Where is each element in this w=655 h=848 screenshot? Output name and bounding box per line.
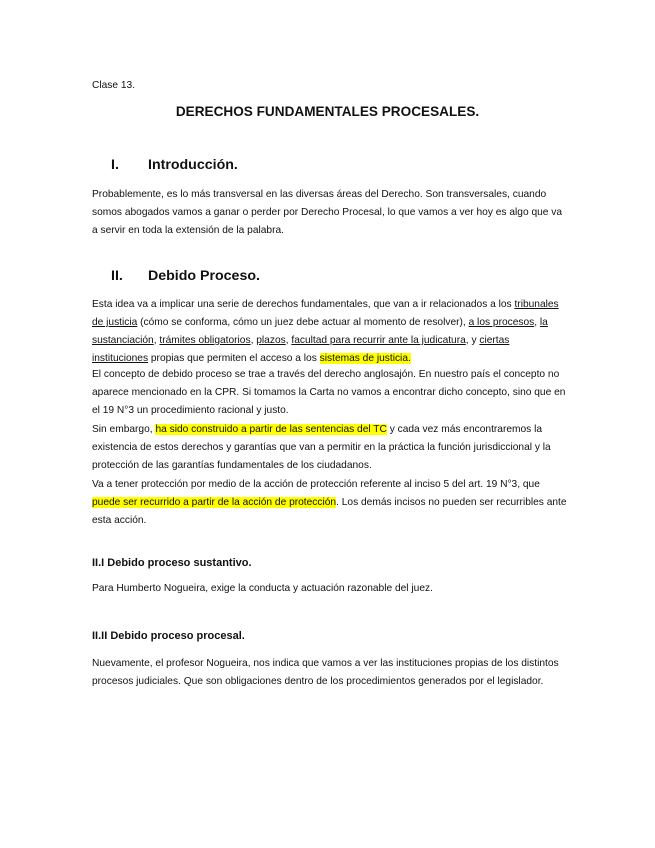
- text-run: ,: [153, 335, 160, 346]
- text-run: . Los demás incisos no pueden ser recurribles ante esta acción.: [92, 497, 567, 526]
- debido-proceso-paragraph-4: [92, 476, 567, 530]
- section-title: Debido Proceso.: [148, 268, 260, 284]
- page-title: DERECHOS FUNDAMENTALES PROCESALES.: [175, 104, 480, 119]
- highlighted-text: ha sido construido a partir de las sentencias del TC: [155, 424, 387, 435]
- text-run: propias que permiten el acceso a los: [148, 353, 320, 364]
- text-run: ,: [534, 317, 540, 328]
- debido-proceso-paragraph-3: [92, 421, 567, 475]
- text-run: Va a tener protección por medio de la acción de protección referente al inciso 5 del art. 19 N°3, que: [92, 479, 540, 490]
- underlined-term: facultad para recurrir ante la judicatura: [291, 335, 466, 346]
- intro-paragraph: Probablemente, es lo más transversal en las diversas áreas del Derecho. Son transversales, cuando somos abogados vamos a ganar o perder por Derecho Procesal, lo que vamos a ver hoy es algo que va a servir en toda la extensión de la palabra.: [92, 189, 563, 236]
- sustantivo-paragraph: Para Humberto Nogueira, exige la conducta y actuación razonable del juez.: [92, 583, 433, 594]
- procesal-paragraph: Nuevamente, el profesor Nogueira, nos indica que vamos a ver las instituciones propias de los distintos procesos judiciales. Que son obligaciones dentro de los procedimientos generados por el legislador.: [92, 658, 559, 687]
- text-run: ,: [285, 335, 292, 346]
- debido-proceso-paragraph-2: El concepto de debido proceso se trae a través del derecho anglosajón. En nuestro país el concepto no aparece mencionado en la CPR. Si tomamos la Carta no vamos a encontrar dicho concepto, sino que en el 19 N°3 un procedimiento racional y justo.: [92, 369, 566, 416]
- section-heading-debido-proceso: [111, 268, 260, 284]
- underlined-term: la sustanciación: [92, 317, 548, 346]
- text-run: (cómo se conforma, cómo un juez debe actuar al momento de resolver),: [137, 317, 469, 328]
- highlighted-text: puede ser recurrido a partir de la acción de protección: [92, 497, 337, 508]
- highlighted-text: sistemas de justicia.: [319, 353, 411, 364]
- underlined-term: plazos: [256, 335, 286, 346]
- underlined-term: ciertas instituciones: [92, 335, 510, 364]
- subsection-heading-procesal: II.II Debido proceso procesal.: [92, 630, 245, 642]
- text-run: Esta idea va a implicar una serie de derechos fundamentales, que van a ir relacionados a los: [92, 299, 515, 310]
- underlined-term: tribunales de justicia: [92, 299, 559, 328]
- subsection-heading-sustantivo: II.I Debido proceso sustantivo.: [92, 557, 252, 569]
- class-label: Clase 13.: [92, 80, 136, 91]
- section-number: I.: [111, 157, 119, 173]
- text-run: y cada vez más encontraremos la existencia de estos derechos y garantías que van a permitir en la práctica la función jurisdiccional y la protección de las garantías fundamentales de los ciudadanos.: [92, 424, 551, 471]
- underlined-term: trámites obligatorios: [159, 335, 251, 346]
- text-run: , y: [465, 335, 480, 346]
- debido-proceso-paragraph-1: [92, 296, 567, 368]
- underlined-term: a los procesos: [468, 317, 535, 328]
- section-title: Introducción.: [148, 157, 238, 173]
- text-run: ,: [250, 335, 257, 346]
- section-number: II.: [111, 268, 123, 284]
- text-run: Sin embargo,: [92, 424, 156, 435]
- section-heading-introduccion: [111, 157, 238, 173]
